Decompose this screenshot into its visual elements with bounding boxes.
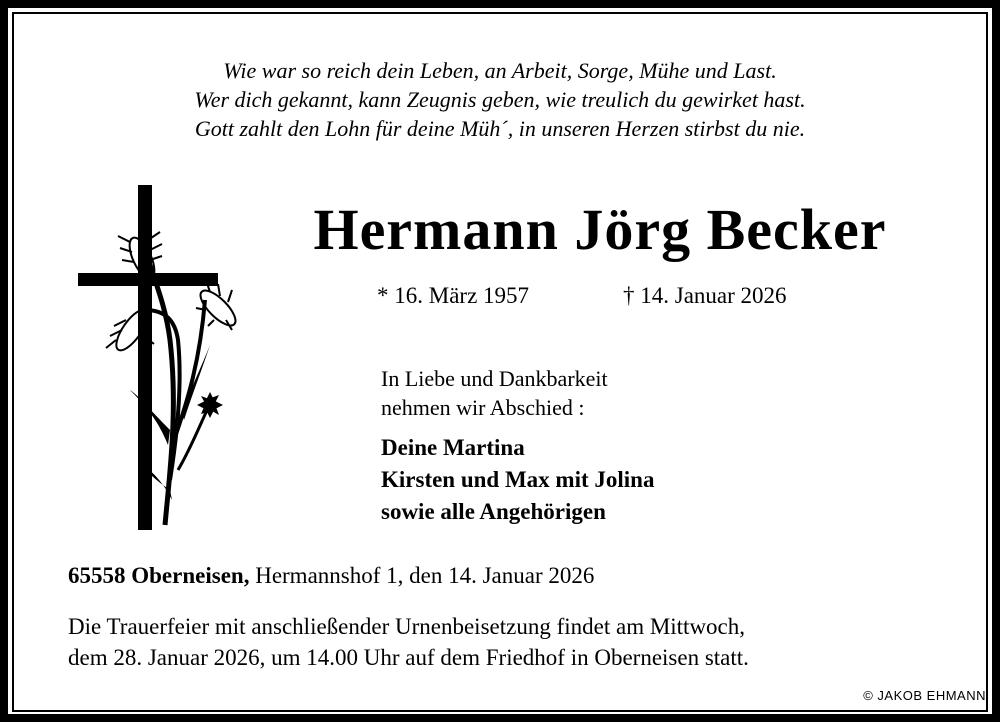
farewell-text	[381, 364, 608, 422]
mourners-list	[381, 432, 654, 528]
farewell-line: nehmen wir Abschied :	[381, 395, 585, 420]
service-announcement	[68, 611, 749, 673]
birth-date: * 16. März 1957	[377, 283, 530, 308]
mourner: sowie alle Angehörigen	[381, 499, 606, 524]
service-line: dem 28. Januar 2026, um 14.00 Uhr auf dem Friedhof in Oberneisen statt.	[68, 645, 749, 670]
cross-with-wheat-icon	[70, 180, 250, 540]
verse-line: Wie war so reich dein Leben, an Arbeit, Sorge, Mühe und Last.	[223, 58, 777, 83]
address-line	[68, 563, 594, 589]
memorial-verse	[60, 56, 940, 143]
cornflower	[197, 392, 223, 418]
deceased-name: Hermann Jörg Becker	[313, 197, 887, 262]
address-details: Hermannshof 1, den 14. Januar 2026	[249, 563, 595, 588]
cross-horizontal-beam	[78, 273, 218, 286]
service-line: Die Trauerfeier mit anschließender Urnenbeisetzung findet am Mittwoch,	[68, 614, 746, 639]
death-date: † 14. Januar 2026	[623, 283, 787, 308]
verse-line: Gott zahlt den Lohn für deine Müh´, in unseren Herzen stirbst du nie.	[194, 116, 806, 141]
farewell-line: In Liebe und Dankbarkeit	[381, 366, 608, 391]
mourner: Kirsten und Max mit Jolina	[381, 467, 655, 492]
address-place: 65558 Oberneisen,	[68, 563, 250, 588]
mourner: Deine Martina	[381, 435, 525, 460]
copyright-credit: © JAKOB EHMANN	[863, 688, 986, 703]
verse-line: Wer dich gekannt, kann Zeugnis geben, wie treulich du gewirket hast.	[194, 87, 806, 112]
